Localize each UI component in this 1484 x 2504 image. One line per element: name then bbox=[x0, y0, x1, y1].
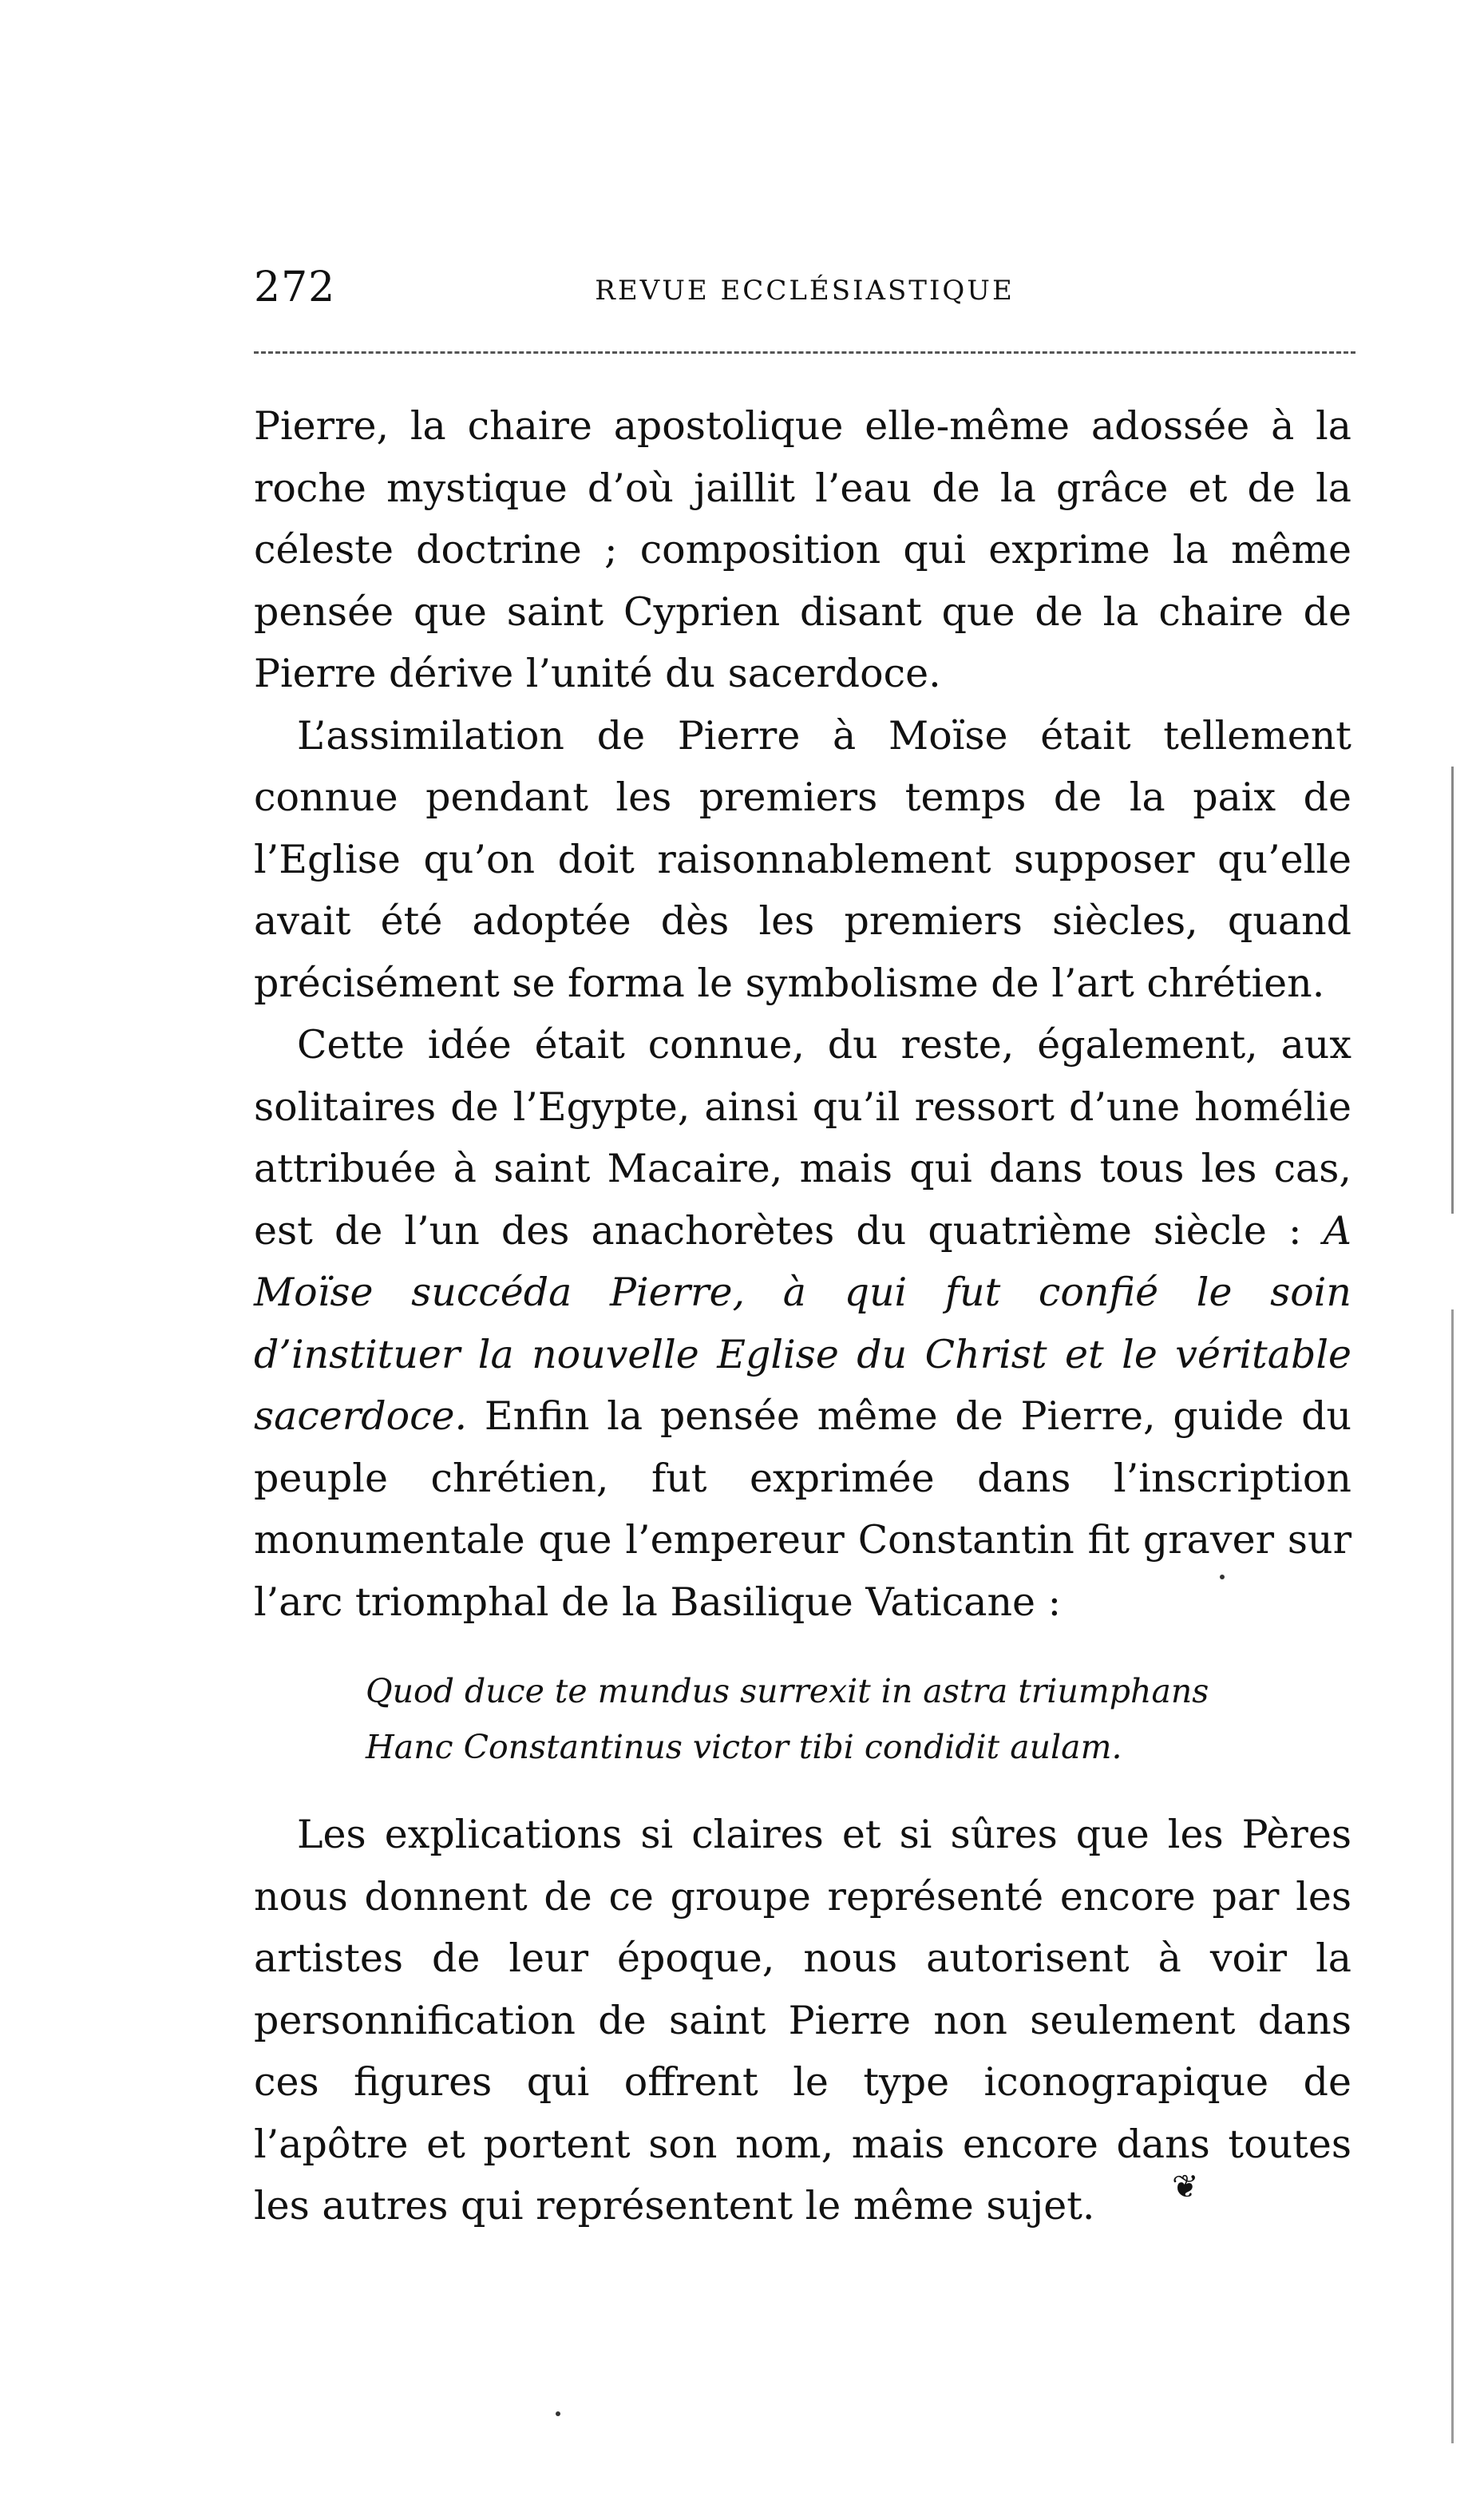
inscription-line-2: Hanc Constantinus victor tibi condidit aulam. bbox=[366, 1728, 1122, 1766]
paragraph-2: L’assimilation de Pierre à Moïse était tellement connue pendant les premiers temps de la paix de l’Eglise qu’on doit raisonnablement supposer qu’elle avait été adoptée dès les premiers siècles, quand précisément se forma le symbolisme de l’art chrétien. bbox=[254, 712, 1351, 1006]
page-number: 272 bbox=[254, 263, 336, 311]
quotation-macaire: A Moïse succéda Pierre, à qui fut confié le soin d’instituer la nouvelle Eglise du Christ et le véritable sacerdoce. bbox=[254, 1207, 1351, 1439]
page-header bbox=[254, 263, 1355, 319]
running-title: REVUE ECCLÉSIASTIQUE bbox=[595, 275, 1015, 307]
paragraph-1: Pierre, la chaire apostolique elle-même adossée à la roche mystique d’où jaillit l’eau de la grâce et de la céleste doctrine ; composition qui exprime la même pensée que saint Cyprien disant que de la chaire de Pierre dérive l’unité du sacerdoce. bbox=[254, 403, 1351, 696]
paragraph-3-continuation: Enfin la pensée même de Pierre, guide du peuple chrétien, fut exprimée dans l’inscription monumentale que l’empereur Constantin fit graver sur l’arc triomphal de la Basilique Vaticane : bbox=[254, 1393, 1351, 1625]
paragraph-4: Les explications si claires et si sûres que les Pères nous donnent de ce groupe représenté encore par les artistes de leur époque, nous autorisent à voir la personnification de saint Pierre non seulement dans ces figures qui offrent le type iconograpique de l’apôtre et portent son nom, mais encore dans toutes les autres qui représentent le même sujet. bbox=[254, 1812, 1351, 2229]
ornament-icon: ❦ bbox=[1172, 2169, 1199, 2205]
body-text bbox=[254, 395, 1351, 2237]
latin-inscription bbox=[254, 1663, 1351, 1775]
paragraph-3 bbox=[254, 1014, 1351, 1633]
inscription-line-1: Quod duce te mundus surrexit in astra triumphans bbox=[366, 1672, 1209, 1710]
scan-edge-mark bbox=[1451, 767, 1454, 1214]
scan-speck bbox=[556, 2411, 560, 2416]
header-rule bbox=[254, 351, 1355, 354]
scan-speck bbox=[1220, 1575, 1225, 1579]
scan-edge-mark bbox=[1451, 1309, 1454, 2443]
paragraph-3-text: Cette idée était connue, du reste, également, aux solitaires de l’Egypte, ainsi qu’il ressort d’une homélie attribuée à saint Macaire, mais qui dans tous les cas, est de l’un des anachorètes du quatrième siècle : bbox=[254, 1022, 1351, 1254]
